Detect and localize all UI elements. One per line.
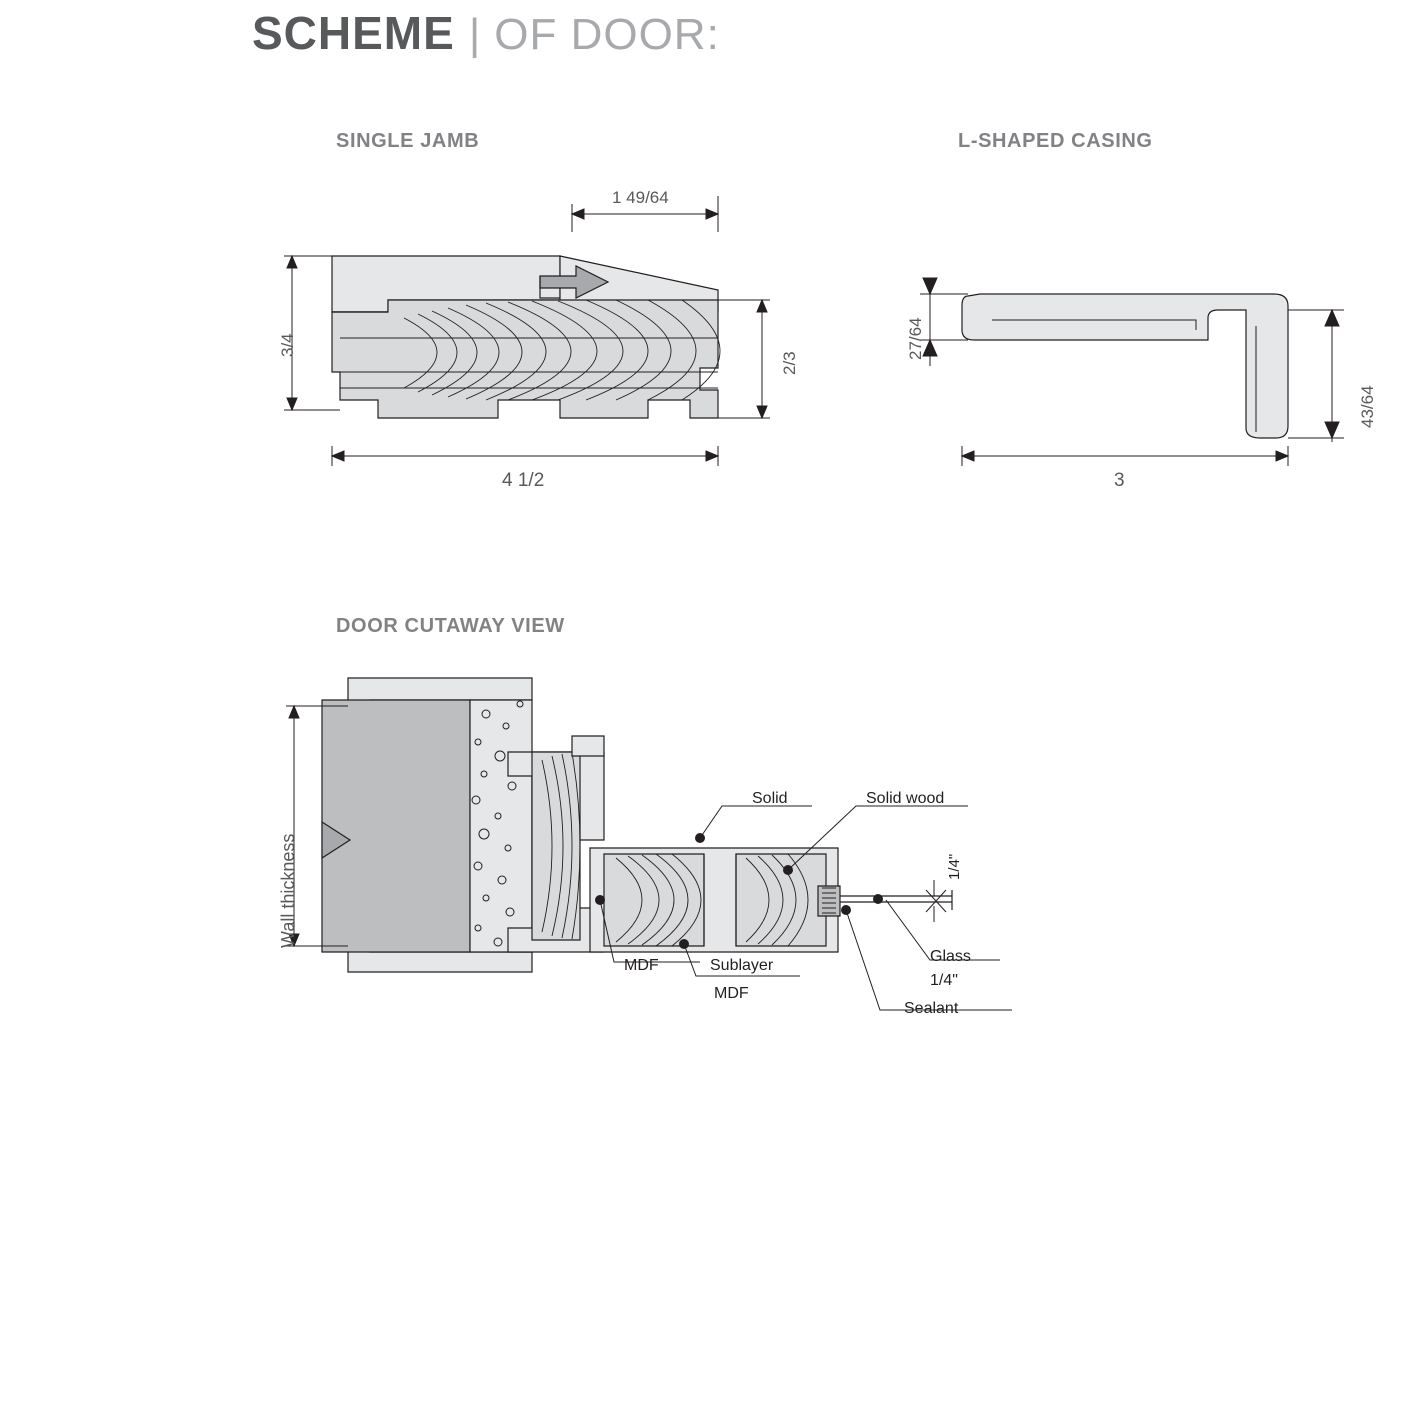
callout-mdf-left: MDF (624, 957, 659, 974)
label-casing-thickness: 27/64 (906, 317, 925, 360)
jamb-profile (332, 256, 720, 418)
callout-glass: Glass (930, 948, 971, 965)
title-separator: | (468, 10, 481, 59)
title-of-door: OF DOOR: (494, 10, 720, 59)
section-title-single-jamb: SINGLE JAMB (336, 130, 480, 152)
label-wall-thickness: Wall thickness (278, 833, 298, 948)
label-jamb-right-height: 2/3 (780, 351, 799, 375)
dim-casing-width (962, 446, 1288, 466)
label-jamb-bottom-width: 4 1/2 (502, 470, 545, 491)
callout-mdf-bottom: MDF (714, 985, 749, 1002)
callout-solid: Solid (752, 790, 788, 807)
callout-sublayer: Sublayer (710, 957, 774, 974)
label-jamb-top-width: 1 49/64 (612, 188, 669, 207)
label-casing-width: 3 (1114, 470, 1125, 491)
section-title-l-shaped-casing: L-SHAPED CASING (958, 130, 1153, 152)
cutaway-door-slab (590, 848, 952, 952)
label-jamb-left-height: 3/4 (278, 333, 297, 357)
callout-solid-wood: Solid wood (866, 790, 945, 807)
callout-sealant: Sealant (904, 1000, 959, 1017)
callout-glass-thickness-top: 1/4" (946, 853, 963, 880)
title-scheme: SCHEME (252, 7, 455, 59)
section-title-door-cutaway: DOOR CUTAWAY VIEW (336, 615, 565, 637)
dim-right-height (718, 300, 770, 418)
dim-bottom-width (332, 446, 718, 466)
callout-glass-size: 1/4" (930, 972, 958, 989)
dim-casing-height (1288, 310, 1344, 442)
l-shaped-casing-profile (962, 294, 1288, 438)
dim-casing-thickness (920, 278, 968, 366)
cutaway-wall (322, 678, 604, 972)
label-casing-height: 43/64 (1358, 385, 1377, 428)
